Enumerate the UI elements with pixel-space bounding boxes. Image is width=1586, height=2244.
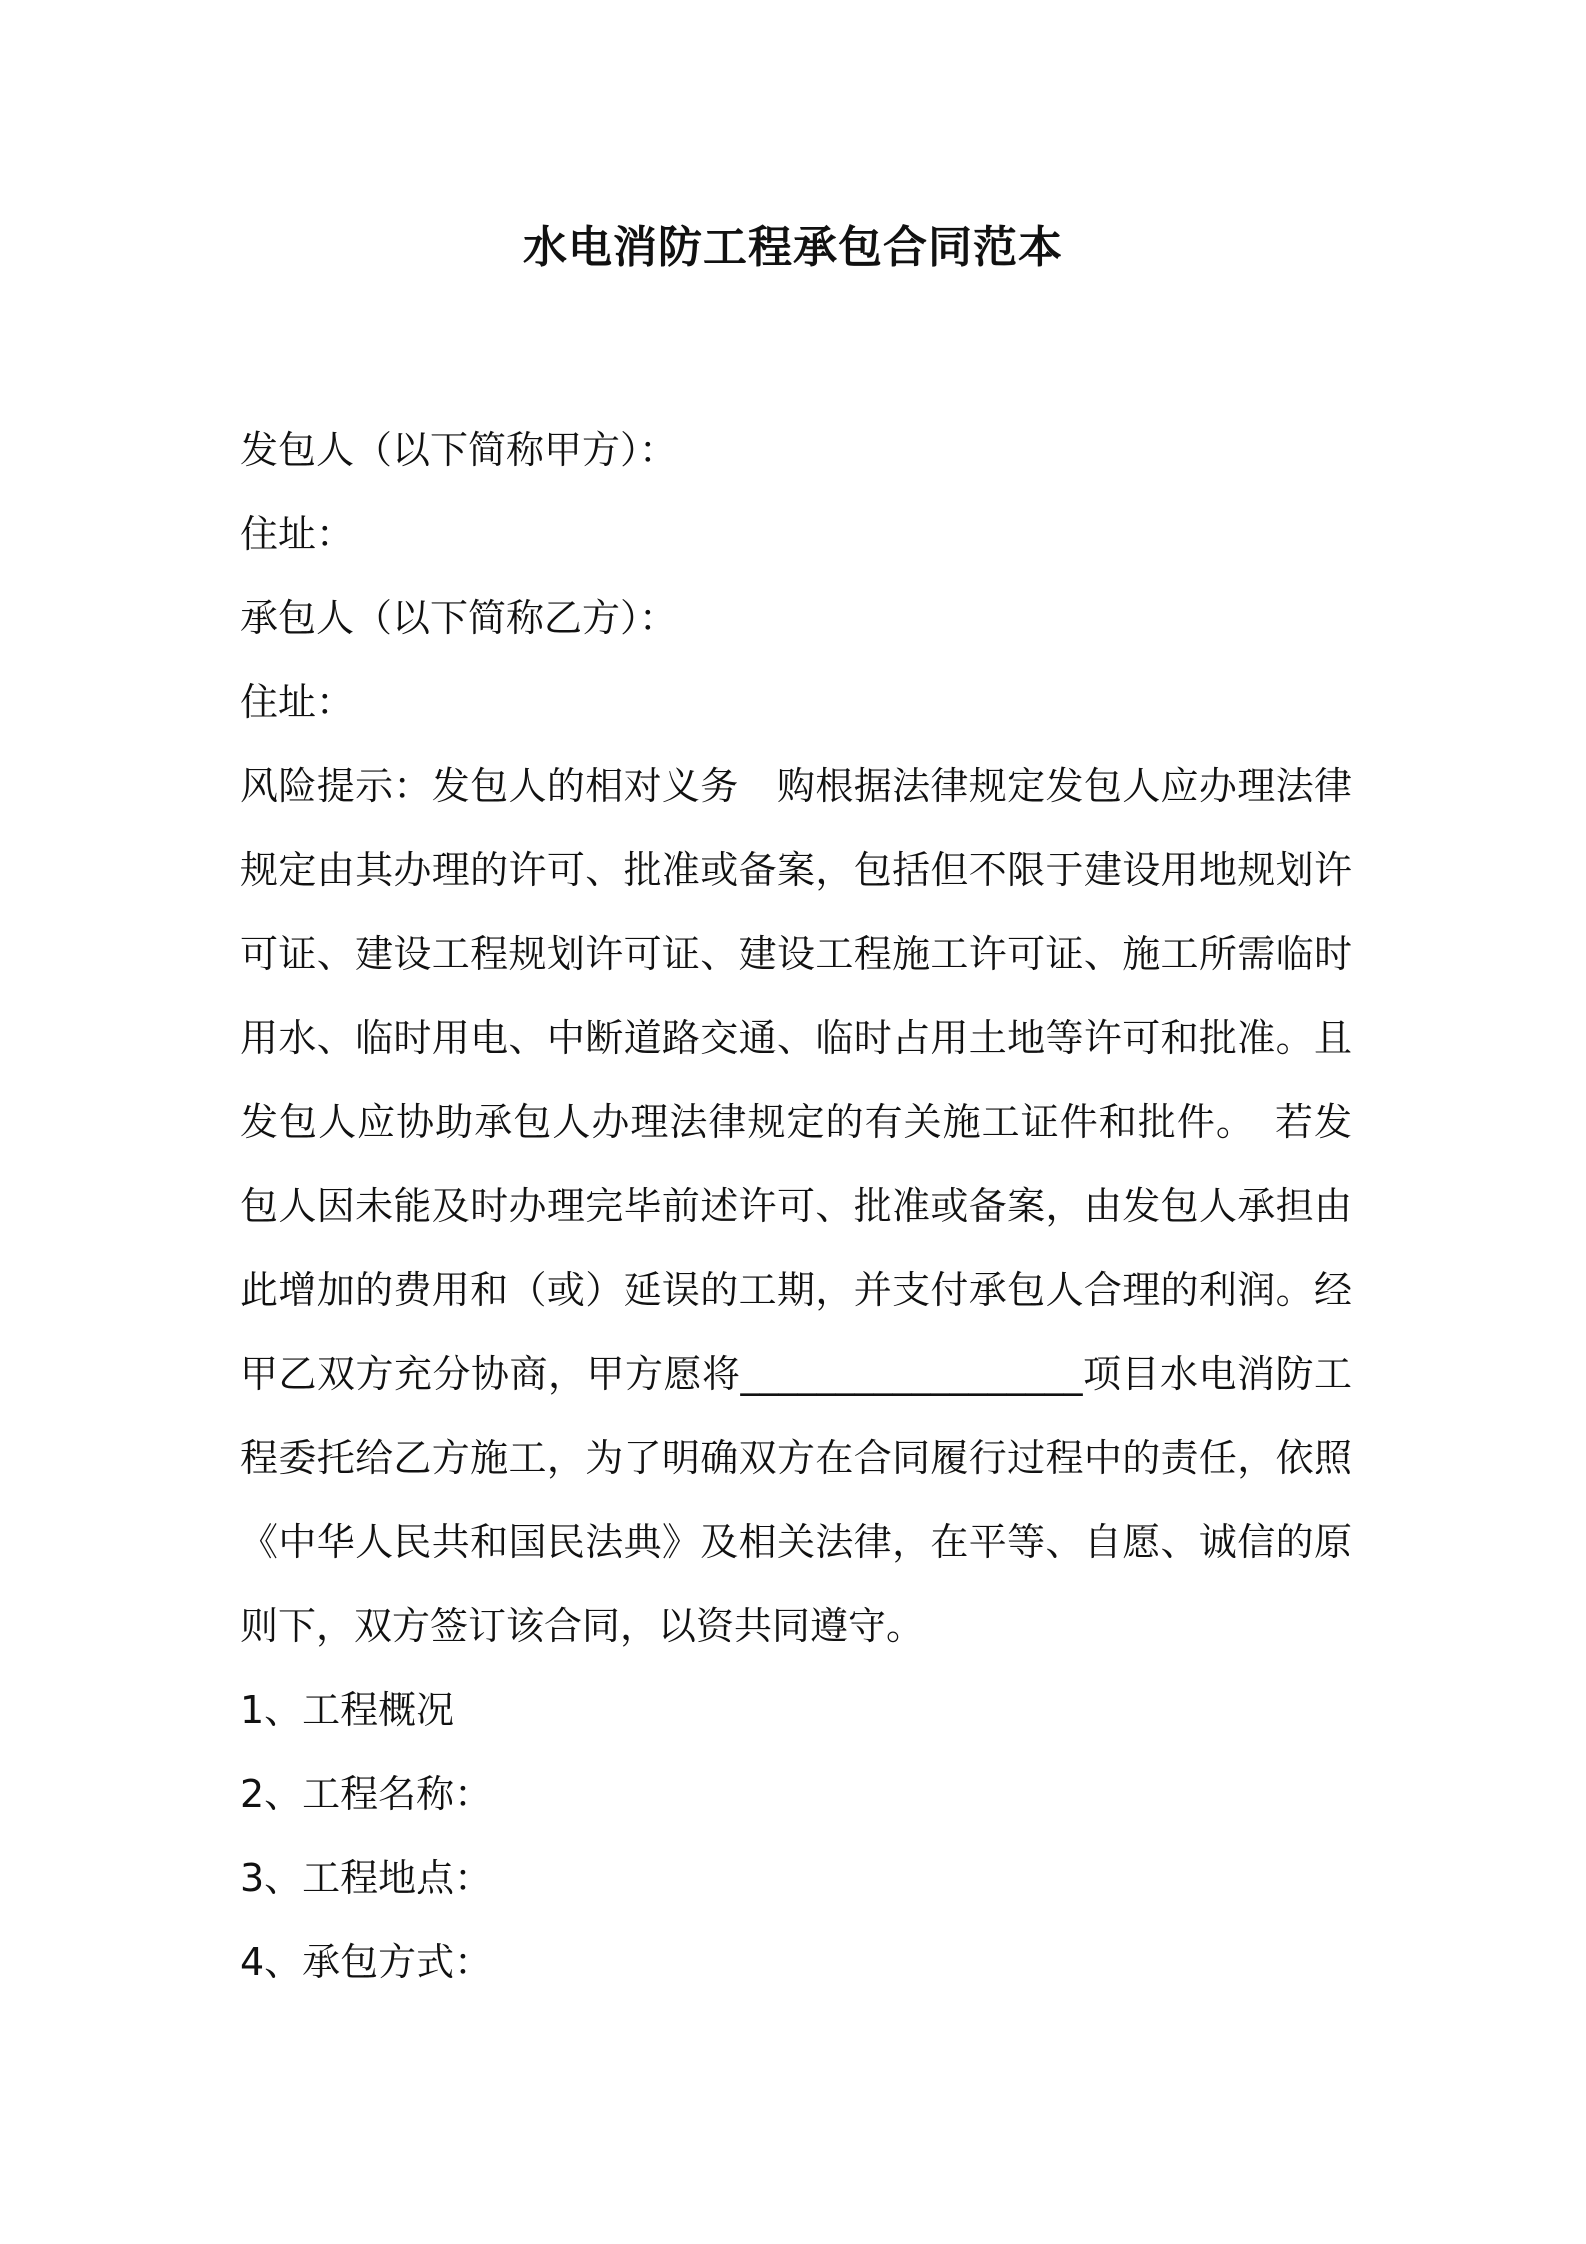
item-project-name: 2、工程名称： xyxy=(240,1772,493,1816)
party-b-label: 承包人（以下简称乙方）： xyxy=(240,596,678,640)
item-project-location: 3、工程地点： xyxy=(240,1856,493,1900)
party-a-address-label: 住址： xyxy=(240,512,355,556)
document-body xyxy=(240,408,1352,2004)
document-title: 水电消防工程承包合同范本 xyxy=(523,222,1063,273)
party-a-label: 发包人（以下简称甲方）： xyxy=(240,428,678,472)
item-project-overview: 1、工程概况 xyxy=(240,1688,455,1732)
party-b-address-label: 住址： xyxy=(240,680,355,724)
item-contract-method: 4、承包方式： xyxy=(240,1940,493,1984)
risk-notice-paragraph: 风险提示：发包人的相对义务 购根据法律规定发包人应办理法律规定由其办理的许可、批准或备案，包括但不限于建设用地规划许可证、建设工程规划许可证、建设工程施工许可证、施工所需临时用水、临时用电、中断道路交通、临时占用土地等许可和批准。且发包人应协助承包人办理法律规定的有关施工证件和批件。 若发包人因未能及时办理完毕前述许可、批准或备案，由发包人承担由此增加的费用和（或）延误的工期，并支付承包人合理的利润。经甲乙双方充分协商，甲方愿将__________________项目水电消防工程委托给乙方施工，为了明确双方在合同履行过程中的责任，依照《中华人民共和国民法典》及相关法律，在平等、自愿、诚信的原则下，双方签订该合同，以资共同遵守。 xyxy=(240,764,1352,1648)
